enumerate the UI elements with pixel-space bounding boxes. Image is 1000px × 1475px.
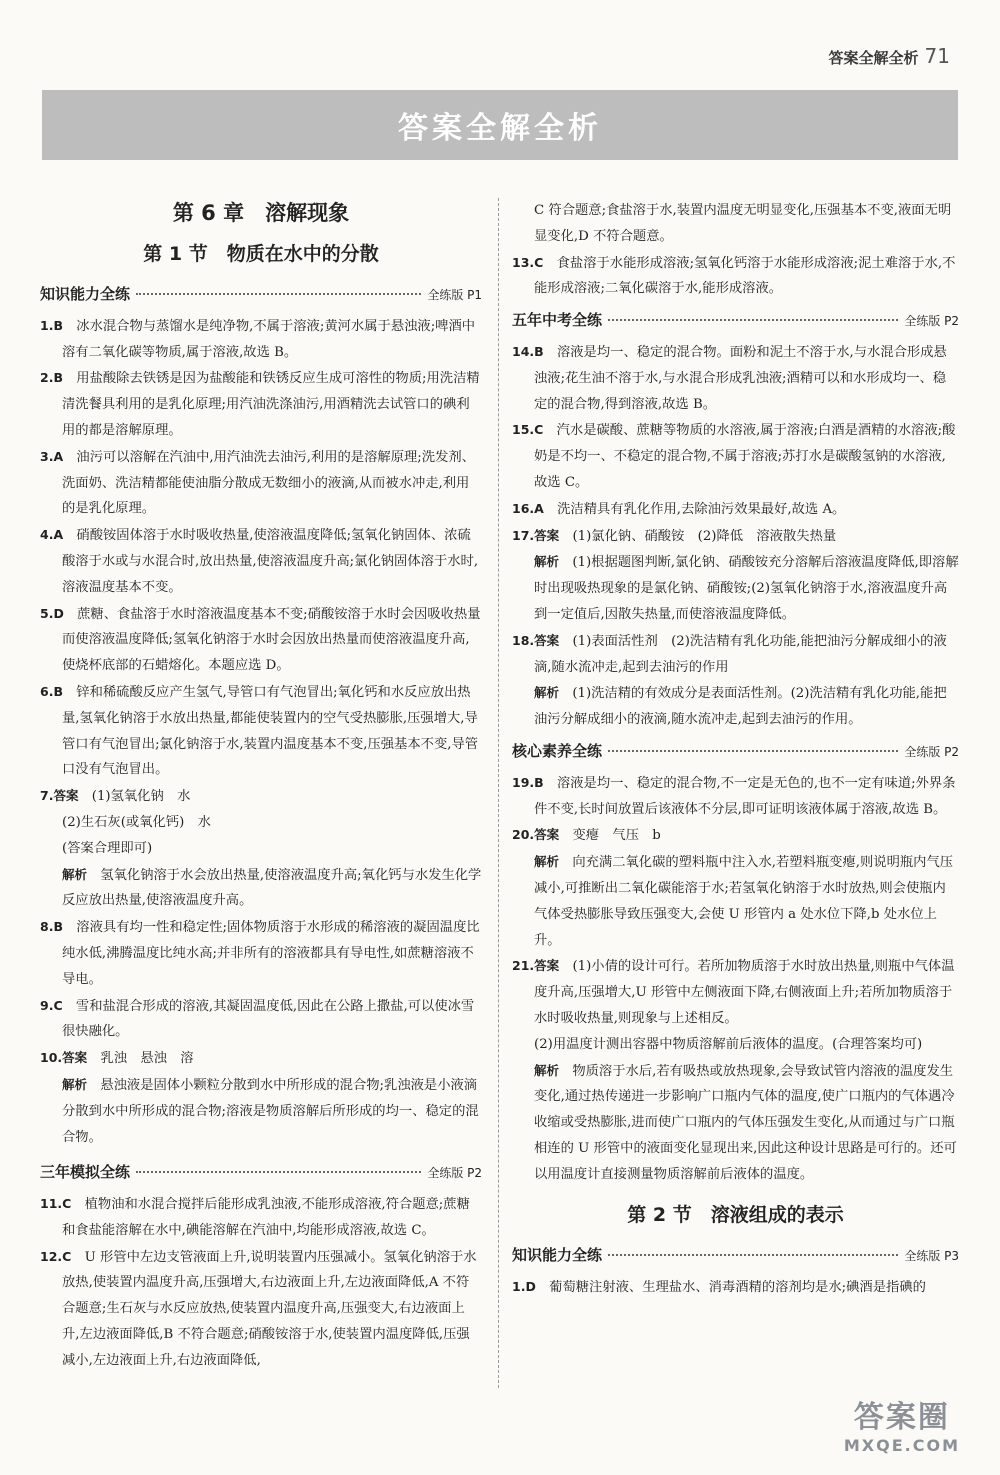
answer-item: 14.B 溶液是均一、稳定的混合物。面粉和泥土不溶于水,与水混合形成悬浊液;花生油不溶于水,与水混合形成乳浊液;酒精可以和水形成均一、稳定的混合物,得到溶液,故选 B。 <box>512 343 947 412</box>
answer-list <box>40 313 482 783</box>
section-header-edition: 全练版 P2 <box>904 744 959 759</box>
section-header-edition: 全练版 P1 <box>427 288 482 302</box>
section-title: 第 1 节 物质在水中的分散 <box>143 243 379 265</box>
answer-item: 6.B 锌和稀硫酸反应产生氢气,导管口有气泡冒出;氧化钙和水反应放出热量,氢氧化钠溶于水放出热量,都能使装置内的空气受热膨胀,压强增大,导管口有气泡冒出;氯化钠溶于水,装置内温度基本不变,压强基本不变,导管口没有气泡冒出。 <box>40 683 479 778</box>
answer-item: 5.D 蔗糖、食盐溶于水时溶液温度基本不变;硝酸铵溶于水时会因吸收热量而使溶液温度降低;氢氧化钠溶于水时会因放出热量而使溶液温度升高,使烧杯底部的石蜡熔化。本题应选 D。 <box>40 605 481 674</box>
left-column <box>40 198 482 1374</box>
section-header <box>40 282 482 309</box>
answer-list <box>512 339 959 523</box>
chapter-title: 第 6 章 溶解现象 <box>172 201 350 225</box>
section-title: 第 2 节 溶液组成的表示 <box>627 1204 844 1227</box>
answer-item: 4.A 硝酸铵固体溶于水时吸收热量,使溶液温度降低;氢氧化钠固体、浓硫酸溶于水或与水混合时,放出热量,使溶液温度升高;氯化钠固体溶于水时,溶液温度基本不变。 <box>40 527 479 595</box>
section-header <box>40 1160 482 1187</box>
section-header-title: 知识能力全练 <box>512 1246 603 1265</box>
answer-item: 7.答案 (1)氢氧化钠 水 <box>40 788 191 805</box>
section-header-title: 知识能力全练 <box>40 285 131 303</box>
explanation: 解析 (1)根据题图判断,氯化钠、硝酸铵充分溶解后溶液温度降低,即溶解时出现吸热现象的是氯化钠、硝酸铵;(2)氢氧化钠溶于水,溶液温度升高到一定值后,因散失热量,而使溶液温度降低。 <box>534 554 959 622</box>
answer-list <box>40 1191 482 1374</box>
explanation: 解析 氢氧化钠溶于水会放出热量,使溶液温度升高;氧化钙与水发生化学反应放出热量,使溶液温度升高。 <box>62 866 482 909</box>
answer-item: 18.答案 (1)表面活性剂 (2)洗洁精有乳化功能,能把油污分解成细小的液滴,随水流冲走,起到去油污的作用 <box>512 632 947 675</box>
explanation: 解析 向充满二氧化碳的塑料瓶中注入水,若塑料瓶变瘪,则说明瓶内气压减小,可推断出二氧化碳能溶于水;若氢氧化钠溶于水时放热,则会使瓶内气体受热膨胀导致压强变大,会使 U 形管内 a 处水位下降,b 处水位上升。 <box>534 854 954 948</box>
answer-item: 9.C 雪和盐混合形成的溶液,其凝固温度低,因此在公路上撒盐,可以使冰雪很快融化。 <box>40 997 475 1040</box>
answer-item: 11.C 植物油和水混合搅拌后能形成乳浊液,不能形成溶液,符合题意;蔗糖和食盐能溶解在水中,碘能溶解在汽油中,均能形成溶液,故选 C。 <box>40 1196 470 1238</box>
answer-line: (2)用温度计测出容器中物质溶解前后液体的温度。(合理答案均可) <box>534 1036 923 1052</box>
header-title: 答案全解全析 <box>828 49 919 67</box>
answer-item: 3.A 油污可以溶解在汽油中,用汽油洗去油污,利用的是溶解原理;洗发剂、洗面奶、洗洁精都能使油脂分散成无数细小的液滴,从而被水冲走,利用的是乳化原理。 <box>40 448 475 517</box>
section-header <box>512 308 959 335</box>
explanation: 解析 物质溶于水后,若有吸热或放热现象,会导致试管内溶液的温度发生变化,通过热传递进一步影响广口瓶内气体的温度,使广口瓶内的气体遇冷收缩或受热膨胀,进而使广口瓶内的气体压强发生变化,从而通过与广口瓶相连的 U 形管中的液面变化显现出来,因此这种设计思路是可行的。还可以用温度计直接测量物质溶解前后液体的温度。 <box>534 1062 957 1182</box>
answer-item: 21.答案 (1)小倩的设计可行。若所加物质溶于水时放出热量,则瓶中气体温度升高,压强增大,U 形管中左侧液面下降,右侧液面上升;若所加物质溶于水时吸收热量,则现象与上述相反。 <box>512 958 955 1026</box>
section-header-title: 核心素养全练 <box>512 741 603 760</box>
answer-item: 2.B 用盐酸除去铁锈是因为盐酸能和铁锈反应生成可溶性的物质;用洗洁精清洗餐具利用的是乳化原理;用汽油洗涤油污,用酒精洗去试管口的碘利用的都是溶解原理。 <box>40 370 480 438</box>
page-number: 71 <box>924 44 950 68</box>
column-divider <box>498 198 499 1388</box>
section-header <box>512 1243 959 1270</box>
answer-item: 13.C 食盐溶于水能形成溶液;氢氧化钙溶于水能形成溶液;泥土难溶于水,不能形成溶液;二氧化碳溶于水,能形成溶液。 <box>512 254 956 297</box>
continued-text: C 符合题意;食盐溶于水,装置内温度无明显变化,压强基本不变,液面无明显变化,D 不符合题意。 <box>534 203 952 244</box>
explanation: 解析 悬浊液是固体小颗粒分散到水中所形成的混合物;乳浊液是小液滴分散到水中所形成的混合物;溶液是物质溶解后所形成的均一、稳定的混合物。 <box>62 1076 479 1145</box>
watermark-url: MXQE.COM <box>843 1436 960 1455</box>
explanation: 解析 (1)洗洁精的有效成分是表面活性剂。(2)洗洁精有乳化功能,能把油污分解成细小的液滴,随水流冲走,起到去油污的作用。 <box>534 685 947 728</box>
section-header <box>512 739 959 766</box>
section-header-edition: 全练版 P2 <box>904 314 959 329</box>
answer-item: 10.答案 乳浊 悬浊 溶 <box>40 1050 194 1067</box>
answer-item: 15.C 汽水是碳酸、蔗糖等物质的水溶液,属于溶液;白酒是酒精的水溶液;酸奶是不均一、不稳定的混合物,不属于溶液;苏打水是碳酸氢钠的水溶液,故选 C。 <box>512 422 956 490</box>
section-header-title: 五年中考全练 <box>512 311 603 330</box>
answer-item: 16.A 洗洁精具有乳化作用,去除油污效果最好,故选 A。 <box>512 500 846 517</box>
page-header <box>829 44 950 68</box>
banner-title: 答案全解全析 <box>398 111 602 146</box>
answer-list <box>40 914 482 1045</box>
section-header-title: 三年模拟全练 <box>40 1163 131 1182</box>
answer-item: 19.B 溶液是均一、稳定的混合物,不一定是无色的,也不一定有味道;外界条件不变,长时间放置后该液体不分层,即可证明该液体属于溶液,故选 B。 <box>512 774 956 817</box>
answer-item: 8.B 溶液具有均一性和稳定性;固体物质溶于水形成的稀溶液的凝固温度比纯水低,沸腾温度比纯水高;并非所有的溶液都具有导电性,如蔗糖溶液不导电。 <box>40 919 480 987</box>
answer-item: 1.D 葡萄糖注射液、生理盐水、消毒酒精的溶剂均是水;碘酒是指碘的 <box>512 1279 926 1296</box>
banner <box>42 90 958 160</box>
answer-item: 12.C U 形管中左边支管液面上升,说明装置内压强减小。氢氧化钠溶于水放热,使装置内温度升高,压强增大,右边液面上升,左边液面降低,A 不符合题意;生石灰与水反应放热,使装置内温度升高,压强变大,右边液面上升,左边液面降低,B 不符合题意;硝酸铵溶于水,使装置内温度降低,压强减小,左边液面上升,右边液面降低, <box>40 1248 477 1368</box>
answer-item: 1.B 冰水混合物与蒸馏水是纯净物,不属于溶液;黄河水属于悬浊液;啤酒中溶有二氧化碳等物质,属于溶液,故选 B。 <box>40 317 476 360</box>
answer-item: 17.答案 (1)氯化钠、硝酸铵 (2)降低 溶液散失热量 <box>512 527 837 544</box>
answer-line: (答案合理即可) <box>62 840 153 856</box>
answer-item: 20.答案 变瘪 气压 b <box>512 827 661 844</box>
watermark <box>844 1392 960 1455</box>
right-column <box>512 198 959 1301</box>
answer-line: (2)生石灰(或氧化钙) 水 <box>62 814 211 830</box>
watermark-logo: 答案圈 <box>853 1400 950 1435</box>
section-header-edition: 全练版 P2 <box>427 1166 482 1181</box>
section-header-edition: 全练版 P3 <box>904 1249 959 1264</box>
